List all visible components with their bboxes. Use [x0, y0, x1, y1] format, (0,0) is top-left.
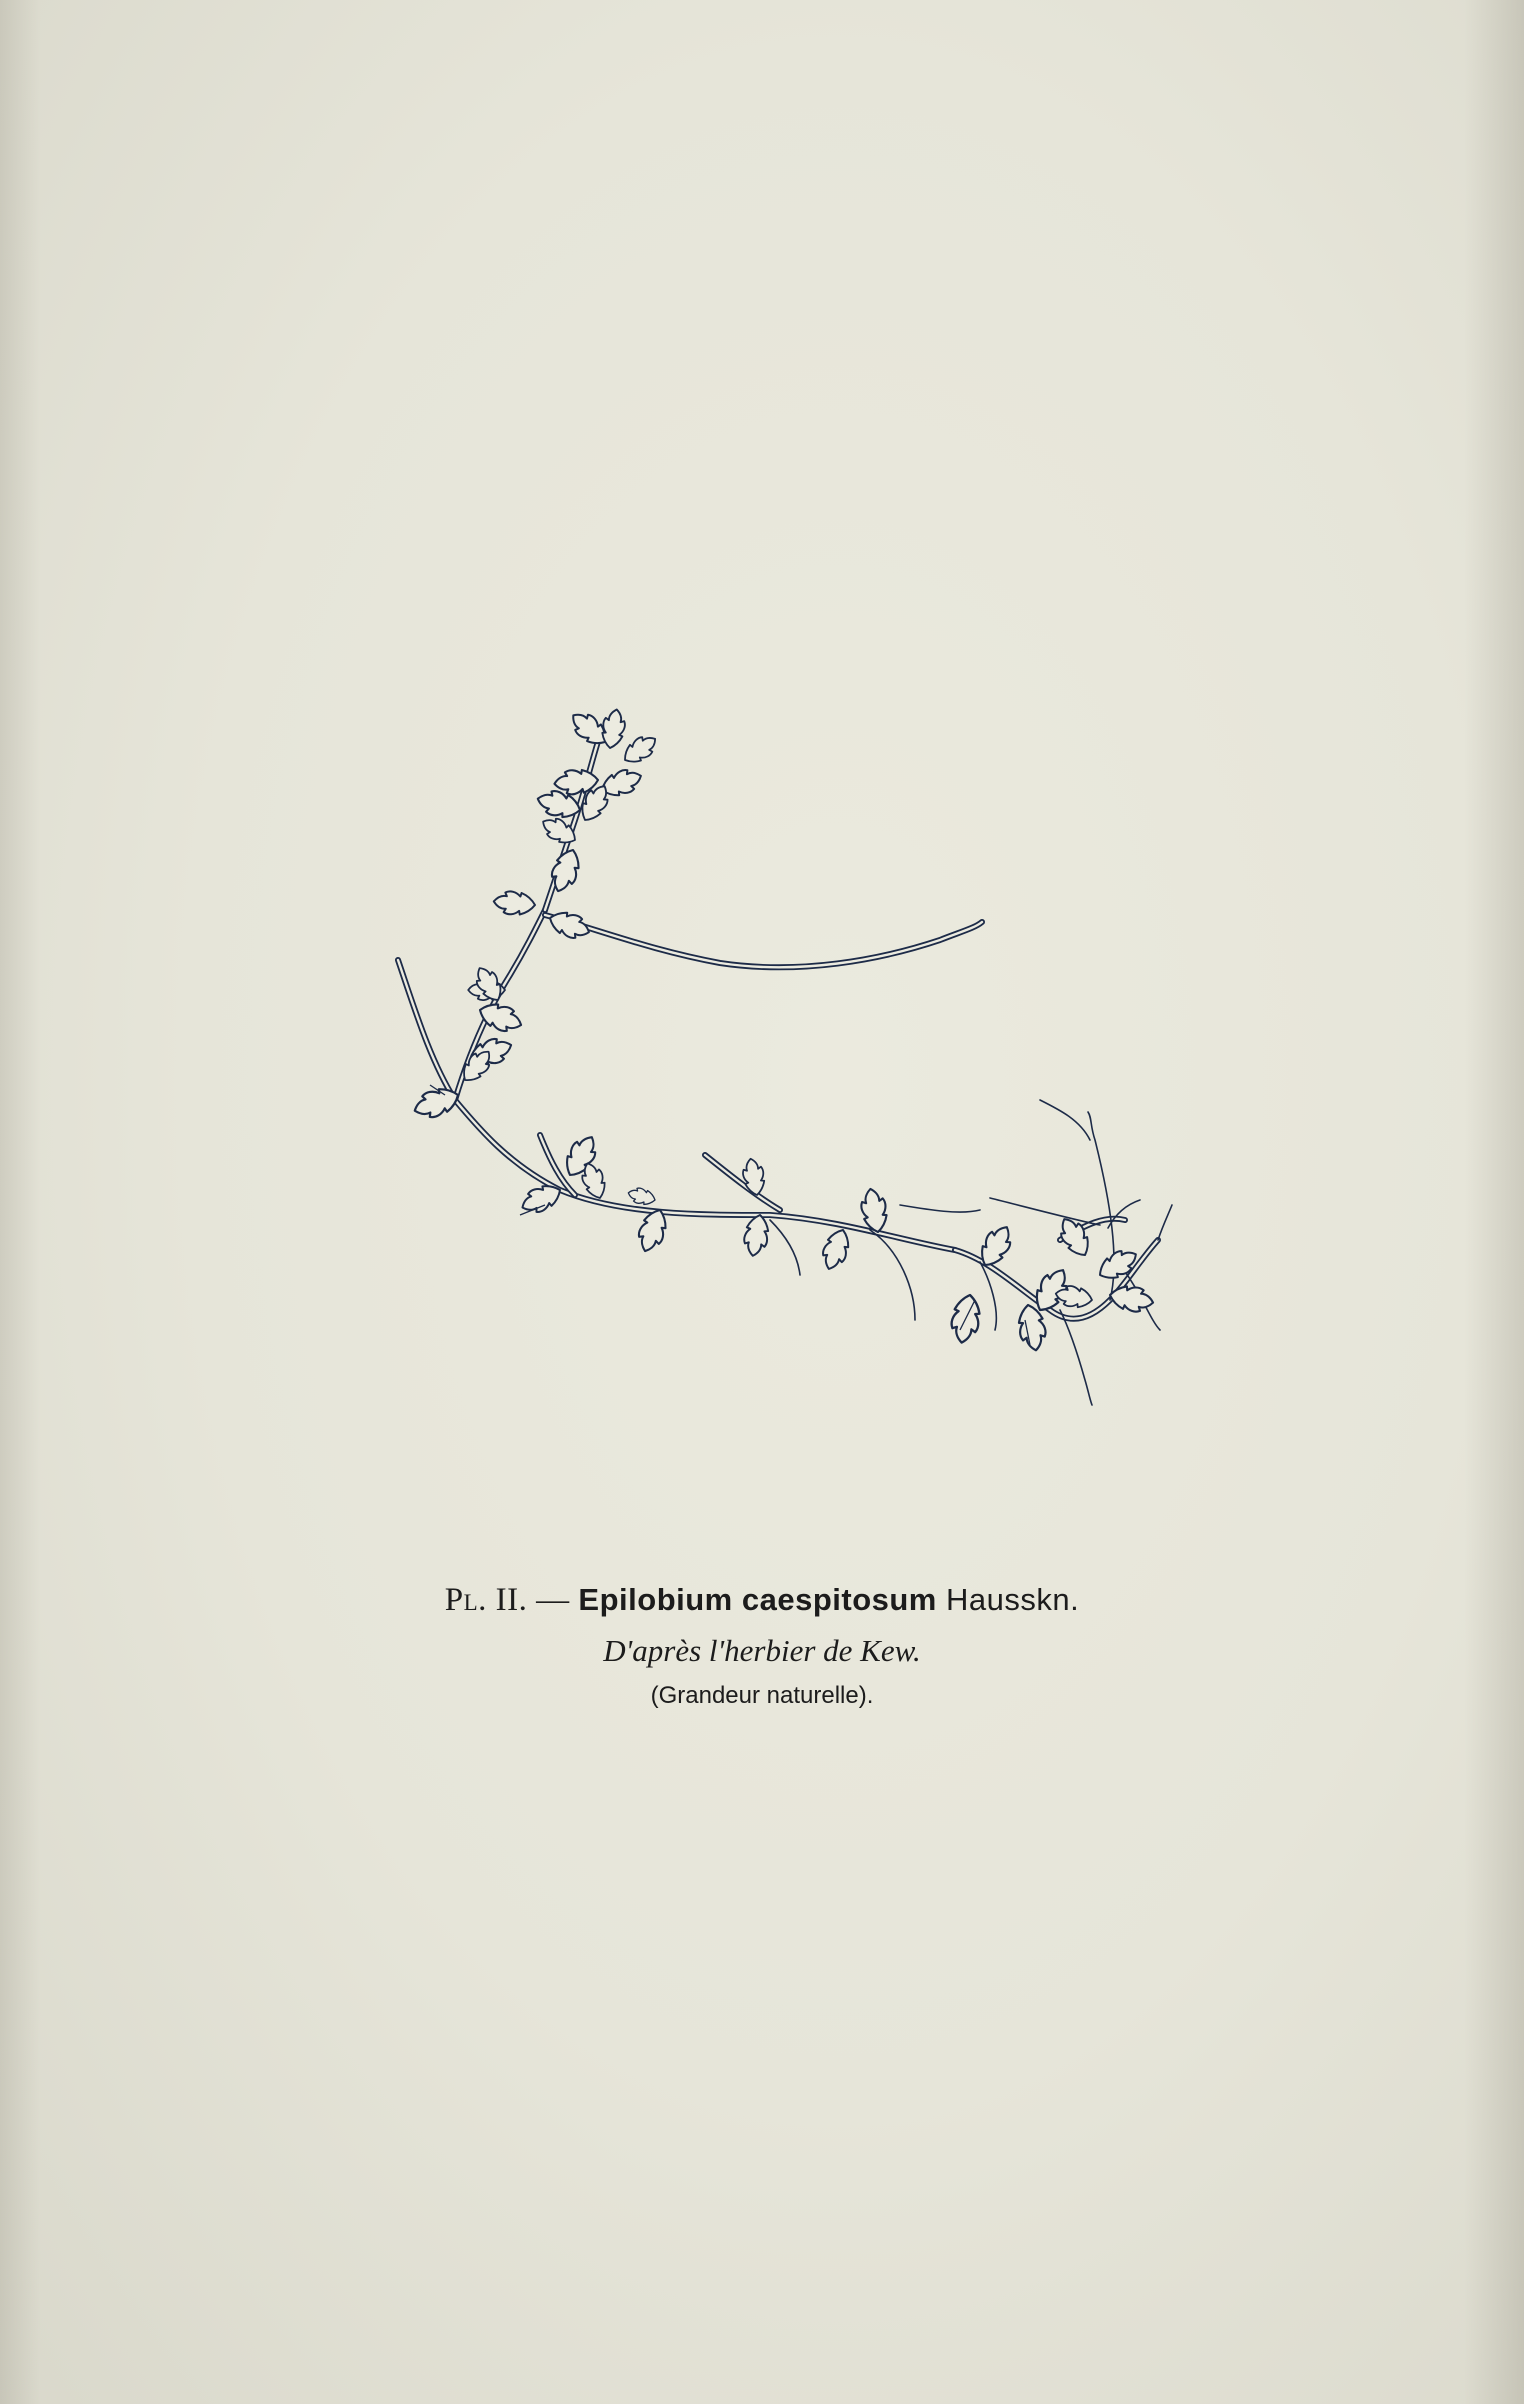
- plate-caption: [0, 1582, 1524, 1619]
- plate-number: Pl. II.: [444, 1582, 528, 1618]
- caption-dash: —: [527, 1582, 579, 1618]
- source-note: D'après l'herbier de Kew.: [603, 1633, 921, 1668]
- scale-note: (Grandeur naturelle).: [650, 1682, 874, 1709]
- species-name: Epilobium caespitosum: [578, 1582, 937, 1617]
- plant-leaves: [410, 707, 1155, 1353]
- species-author: Hausskn.: [936, 1582, 1080, 1617]
